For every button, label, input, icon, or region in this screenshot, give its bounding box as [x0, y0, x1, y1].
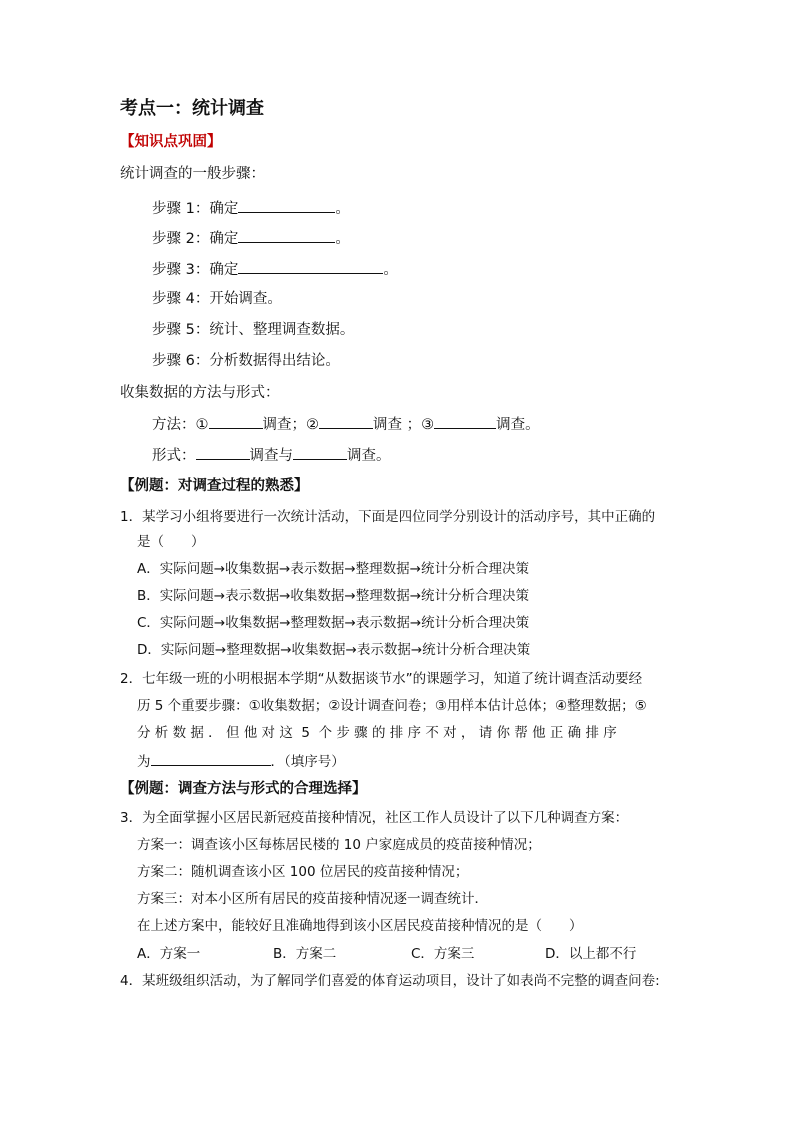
example2-heading: 【例题：调查方法与形式的合理选择】 — [120, 781, 367, 797]
q3-plan-3: 方案三：对本小区所有居民的疫苗接种情况逐一调查统计． — [137, 891, 488, 907]
form-blank-2 — [293, 444, 347, 460]
method-part-3: 调查。 — [496, 417, 540, 433]
section-title: 考点一：统计调查 — [120, 98, 264, 119]
q3-question: 在上述方案中，能较好且准确地得到该小区居民疫苗接种情况的是（ ） — [137, 918, 583, 934]
q3-stem: 3．为全面掌握小区居民新冠疫苗接种情况，社区工作人员设计了以下几种调查方案： — [120, 810, 629, 826]
method-part-1: 调查；② — [262, 417, 319, 433]
q2-answer-blank — [151, 750, 271, 766]
knowledge-heading: 【知识点巩固】 — [120, 134, 222, 150]
form-part-1: 调查与 — [249, 448, 293, 464]
step-1-tail: 。 — [335, 201, 350, 217]
step-5: 步骤 5：统计、整理调查数据。 — [152, 322, 355, 338]
q3-plan-2: 方案二：随机调查该小区 100 位居民的疫苗接种情况； — [137, 864, 469, 880]
q2-line4 — [137, 750, 345, 772]
q3-plan-1: 方案一：调查该小区每栋居民楼的 10 户家庭成员的疫苗接种情况； — [137, 837, 541, 853]
steps-intro: 统计调查的一般步骤： — [120, 166, 265, 182]
form-label: 形式： — [152, 448, 196, 464]
collect-intro: 收集数据的方法与形式： — [120, 385, 280, 401]
step-2-label: 步骤 2：确定 — [152, 231, 239, 247]
q3-option-b: B．方案二 — [273, 946, 337, 962]
q1-option-a: A．实际问题→收集数据→表示数据→整理数据→统计分析合理决策 — [137, 561, 529, 577]
q2-line1: 2．七年级一班的小明根据本学期“从数据谈节水”的课题学习，知道了统计调查活动要经 — [120, 671, 643, 687]
method-part-2: 调查 ；③ — [373, 417, 435, 433]
step-3-label: 步骤 3：确定 — [152, 262, 239, 278]
q3-option-c: C．方案三 — [411, 946, 475, 962]
q1-stem-line1: 1．某学习小组将要进行一次统计活动，下面是四位同学分别设计的活动序号，其中正确的 — [120, 509, 656, 525]
step-3-blank — [238, 258, 383, 274]
step-3-tail: 。 — [383, 262, 398, 278]
q1-option-c: C．实际问题→收集数据→整理数据→表示数据→统计分析合理决策 — [137, 615, 530, 631]
q3-option-a: A．方案一 — [137, 946, 201, 962]
form-line — [152, 444, 391, 466]
q1-option-d: D．实际问题→整理数据→收集数据→表示数据→统计分析合理决策 — [137, 642, 531, 658]
step-6: 步骤 6：分析数据得出结论。 — [152, 353, 340, 369]
method-blank-2 — [319, 413, 373, 429]
q1-option-b: B．实际问题→表示数据→收集数据→整理数据→统计分析合理决策 — [137, 588, 530, 604]
q2-line3: 分 析 数 据 ． 但 他 对 这 5 个 步 骤 的 排 序 不 对 ， 请 你 帮 他 正 确 排 序 — [137, 725, 617, 741]
q1-stem-line2: 是（ ） — [137, 534, 205, 550]
q3-options — [137, 944, 636, 964]
method-label: 方法：① — [152, 417, 209, 433]
q4-stem: 4．某班级组织活动，为了解同学们喜爱的体育运动项目，设计了如表尚不完整的调查问卷: — [120, 973, 660, 989]
form-blank-1 — [196, 444, 250, 460]
q2-line4-prefix: 为 — [137, 754, 151, 770]
step-1 — [152, 197, 350, 219]
step-1-label: 步骤 1：确定 — [152, 201, 239, 217]
method-line — [152, 413, 540, 435]
step-3 — [152, 258, 398, 280]
step-2-tail: 。 — [335, 231, 350, 247]
q2-line4-suffix: ．（填序号） — [270, 754, 345, 770]
method-blank-1 — [209, 413, 263, 429]
step-2 — [152, 227, 350, 249]
q3-option-d: D．以上都不行 — [545, 946, 637, 962]
step-4: 步骤 4：开始调查。 — [152, 291, 282, 307]
form-part-2: 调查。 — [347, 448, 391, 464]
example1-heading: 【例题：对调查过程的熟悉】 — [120, 478, 309, 494]
step-2-blank — [238, 227, 335, 243]
method-blank-3 — [434, 413, 496, 429]
step-1-blank — [238, 197, 335, 213]
q2-line2: 历 5 个重要步骤：①收集数据；②设计调查问卷；③用样本估计总体；④整理数据；⑤ — [137, 698, 647, 714]
